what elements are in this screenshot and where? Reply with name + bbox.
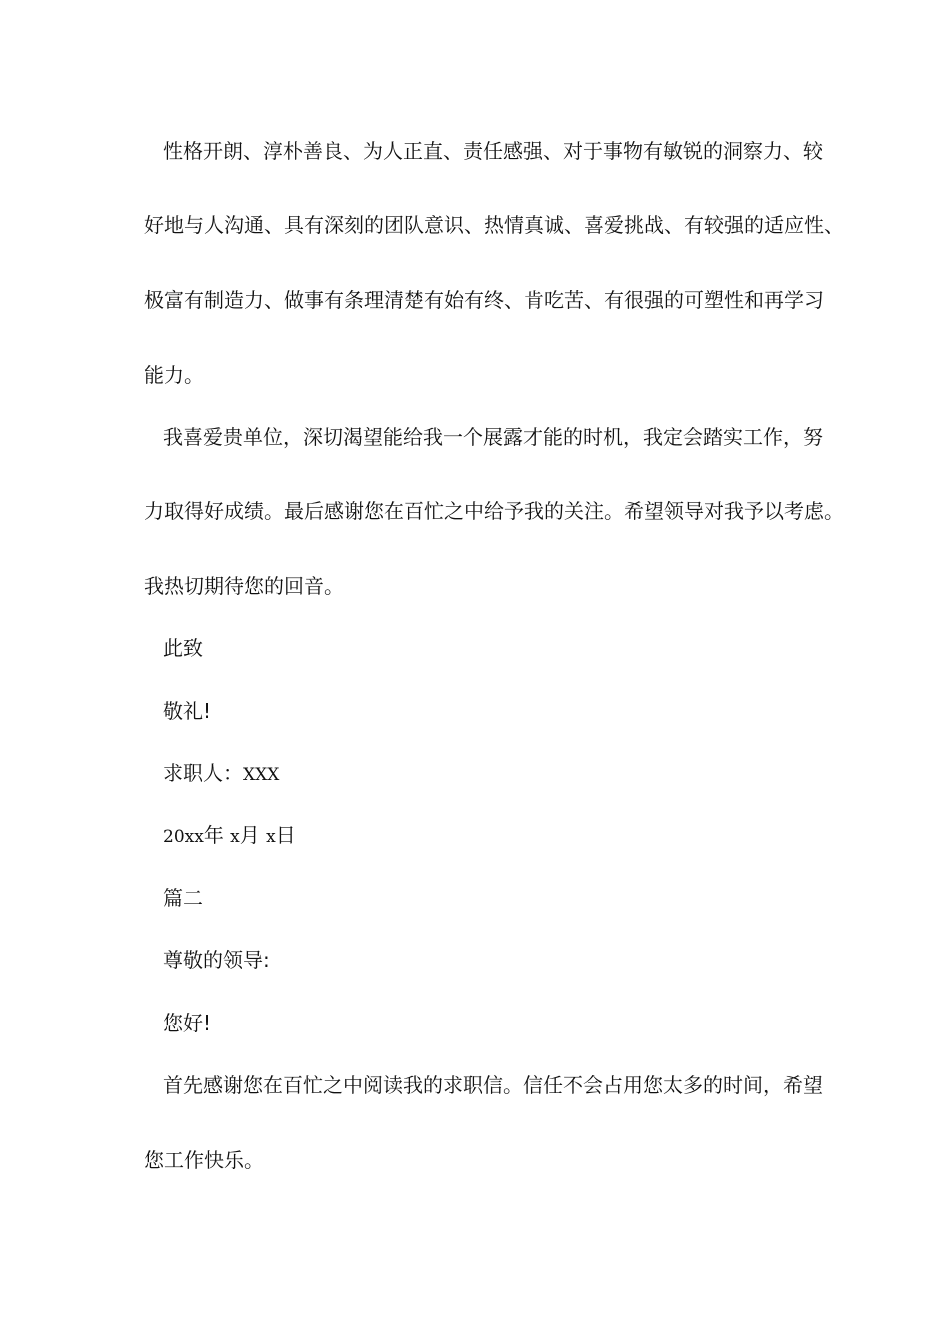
date-line <box>163 822 296 850</box>
section-2-heading: 篇二 <box>163 886 203 910</box>
paragraph-1-line-1: 性格开朗、淳朴善良、为人正直、责任感强、对于事物有敏锐的洞察力、较 <box>163 139 823 163</box>
section-2-body-line-1: 首先感谢您在百忙之中阅读我的求职信。信任不会占用您太多的时间，希望 <box>163 1073 823 1097</box>
section-2-greeting: 尊敬的领导: <box>163 948 270 972</box>
closing-regards: 敬礼! <box>163 699 212 723</box>
section-2-body-line-2: 您工作快乐。 <box>144 1148 264 1172</box>
paragraph-2-line-2: 力取得好成绩。最后感谢您在百忙之中给予我的关注。希望领导对我予以考虑。 <box>144 499 844 523</box>
paragraph-1-line-2: 好地与人沟通、具有深刻的团队意识、热情真诚、喜爱挑战、有较强的适应性、 <box>144 213 844 237</box>
paragraph-2-line-1: 我喜爱贵单位，深切渴望能给我一个展露才能的时机，我定会踏实工作，努 <box>163 425 823 449</box>
date-month: x <box>230 827 240 847</box>
closing-salutation: 此致 <box>163 636 203 660</box>
date-month-unit: 月 <box>239 823 260 847</box>
date-year: 20xx <box>163 827 204 847</box>
applicant-label: 求职人： <box>163 761 243 785</box>
section-2-hello: 您好! <box>163 1011 212 1035</box>
date-year-unit: 年 <box>203 823 224 847</box>
applicant-line <box>163 760 279 788</box>
date-day-unit: 日 <box>275 823 296 847</box>
paragraph-1-line-4: 能力。 <box>144 363 204 387</box>
applicant-name: XXX <box>243 765 280 785</box>
date-day: x <box>266 827 276 847</box>
paragraph-1-line-3: 极富有制造力、做事有条理清楚有始有终、肯吃苦、有很强的可塑性和再学习 <box>144 288 824 312</box>
paragraph-2-line-3: 我热切期待您的回音。 <box>144 574 344 598</box>
